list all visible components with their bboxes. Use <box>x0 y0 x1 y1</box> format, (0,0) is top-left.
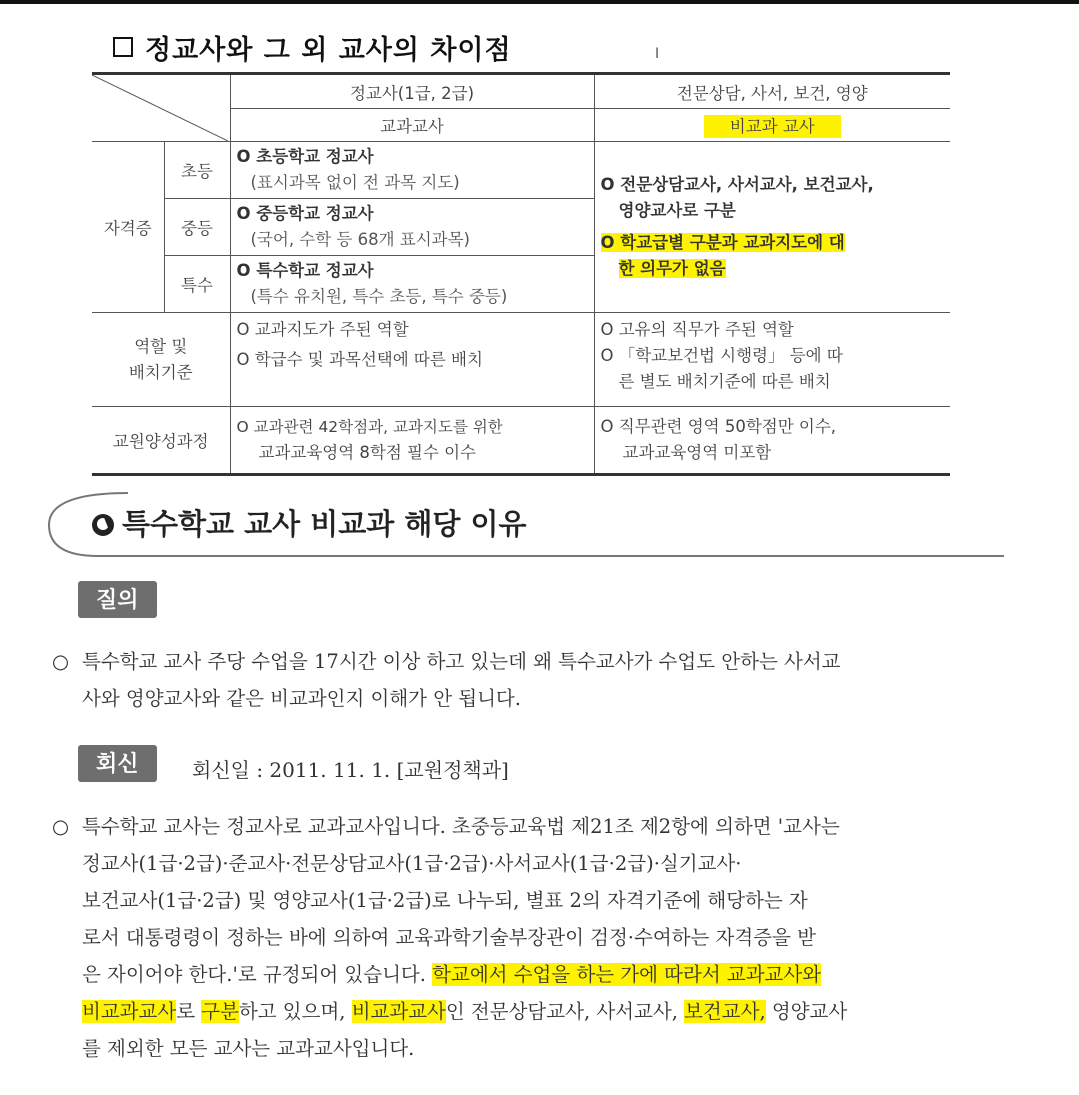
reply-line6-highlight-a: 비교과교사 <box>82 1000 177 1023</box>
reply-line5-highlight: 학교에서 수업을 하는 가에 따라서 교과교사와 <box>432 963 822 986</box>
reply-line6-plain-f: 인 전문상담교사, 사서교사, <box>445 1000 685 1023</box>
reply-line6-plain-b: 로 <box>176 1000 202 1023</box>
reply-line7: 를 제외한 모든 교사는 교과교사입니다. <box>82 1037 415 1060</box>
reply-line4: 로서 대통령령이 정하는 바에 의하여 교육과학기술부장관이 검정·수여하는 자격증을 받 <box>82 926 816 949</box>
header-col3-sub <box>594 109 950 142</box>
reply-line6-plain-d: 하고 있으며, <box>238 1000 352 1023</box>
question-bullet: ○ <box>52 650 70 673</box>
cell-middle <box>230 199 594 256</box>
role-right-line3: 른 별도 배치기준에 따른 배치 <box>618 372 831 391</box>
header-col2: 정교사(1급, 2급) <box>230 74 594 109</box>
row-label-middle: 중등 <box>164 199 230 256</box>
section-title-text: 특수학교 교사 비교과 해당 이유 <box>122 507 527 541</box>
reply-line1: 특수학교 교사는 정교사로 교과교사입니다. 초중등교육법 제21조 제2항에 의하면 '교사는 <box>82 815 840 838</box>
elementary-line1: O 초등학교 정교사 <box>236 147 374 166</box>
header-col3-text: 전문상담, 사서, 보건, 영양 <box>676 83 868 103</box>
question-line1: 특수학교 교사 주당 수업을 17시간 이상 하고 있는데 왜 특수교사가 수업도 안하는 사서교 <box>82 650 841 673</box>
reply-line6-plain-h: 영양교사 <box>765 1000 848 1023</box>
table-title <box>113 28 512 67</box>
reply-line6-highlight-e: 비교과교사 <box>351 1000 446 1023</box>
row-label-qualification: 자격증 <box>92 142 164 313</box>
row-label-training: 교원양성과정 <box>92 407 230 475</box>
reply-line6 <box>82 993 1022 1030</box>
question-badge: 질의 <box>78 581 157 618</box>
role-right-line2: O 「학교보건법 시행령」 등에 따 <box>600 346 843 365</box>
training-right-line2: 교과교육영역 미포함 <box>622 443 772 462</box>
reply-paragraph <box>52 808 1022 1067</box>
header-col2-sub: 교과교사 <box>230 109 594 142</box>
role-left-line2: O 학급수 및 과목선택에 따른 배치 <box>236 350 483 369</box>
comparison-table <box>92 72 950 476</box>
training-right-line1: O 직무관련 영역 50학점만 이수, <box>600 417 837 436</box>
text-cursor-icon: I <box>655 46 660 62</box>
section-bullet-icon <box>92 514 114 536</box>
reply-line6-highlight-c: 구분 <box>201 1000 239 1023</box>
training-left-line1: O 교과관련 42학점과, 교과지도를 위한 <box>236 418 503 436</box>
checkbox-icon <box>113 37 133 57</box>
cell-role-right <box>594 313 950 407</box>
middle-line2: (국어, 수학 등 68개 표시과목) <box>250 230 470 249</box>
question-paragraph <box>52 643 1022 717</box>
header-col3-sub-text: 비교과 교사 <box>704 115 841 138</box>
reply-badge: 회신 <box>78 745 157 782</box>
reply-line2: 정교사(1급·2급)·준교사·전문상담교사(1급·2급)·사서교사(1급·2급)·실기교사· <box>82 852 742 875</box>
reply-line3: 보건교사(1급·2급) 및 영양교사(1급·2급)로 나누되, 별표 2의 자격기준에 해당하는 자 <box>82 889 808 912</box>
reply-date: 회신일 : 2011. 11. 1. [교원정책과] <box>192 758 509 782</box>
cell-training-left <box>230 407 594 475</box>
diagonal-line <box>92 75 228 141</box>
diagonal-header-cell <box>92 74 230 142</box>
cell-role-left <box>230 313 594 407</box>
reply-line6-highlight-g: 보건교사, <box>684 1000 766 1023</box>
reply-line5-plain: 은 자이어야 한다.'로 규정되어 있습니다. <box>82 963 433 986</box>
reply-line5 <box>82 956 1022 993</box>
middle-line1: O 중등학교 정교사 <box>236 204 374 223</box>
training-left-line2: 교과교육영역 8학점 필수 이수 <box>258 443 477 462</box>
question-line2: 사와 영양교사와 같은 비교과인지 이해가 안 됩니다. <box>82 687 521 710</box>
reply-bullet: ○ <box>52 815 70 838</box>
qual-right-line1: O 전문상담교사, 사서교사, 보건교사, <box>600 175 874 194</box>
row-label-special: 특수 <box>164 256 230 313</box>
cell-special <box>230 256 594 313</box>
role-right-line1: O 고유의 직무가 주된 역할 <box>600 320 794 339</box>
cell-training-right <box>594 407 950 475</box>
role-label-2: 배치기준 <box>128 362 193 382</box>
special-line1: O 특수학교 정교사 <box>236 261 374 280</box>
table-title-text: 정교사와 그 외 교사의 차이점 <box>145 35 512 66</box>
row-label-role <box>92 313 230 407</box>
role-left-line1: O 교과지도가 주된 역할 <box>236 320 409 339</box>
section-title <box>92 502 527 543</box>
cell-qualification-right <box>594 142 950 313</box>
top-border <box>0 0 1079 4</box>
row-label-elementary: 초등 <box>164 142 230 199</box>
qual-right-line4: 한 의무가 없음 <box>618 259 726 278</box>
qual-right-line2: 영양교사로 구분 <box>618 201 736 220</box>
qual-right-line3: O 학교급별 구분과 교과지도에 대 <box>600 233 845 252</box>
header-col3 <box>594 74 950 109</box>
cell-elementary <box>230 142 594 199</box>
special-line2: (특수 유치원, 특수 초등, 특수 중등) <box>250 287 508 306</box>
role-label-1: 역할 및 <box>134 336 188 356</box>
elementary-line2: (표시과목 없이 전 과목 지도) <box>250 173 460 192</box>
